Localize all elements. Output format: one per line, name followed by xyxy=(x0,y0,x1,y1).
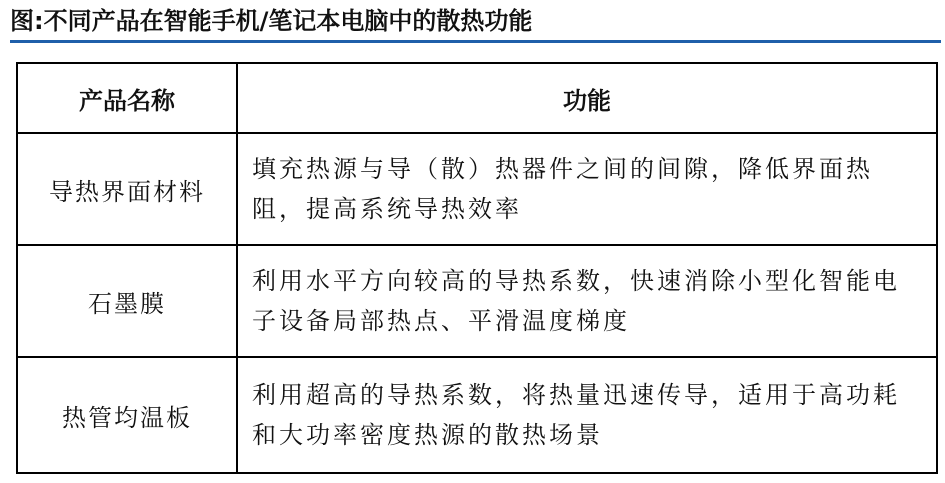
table-row xyxy=(17,357,937,473)
table-row xyxy=(17,245,937,357)
title-underline xyxy=(10,40,941,43)
function-cell: 利用水平方向较高的导热系数，快速消除小型化智能电子设备局部热点、平滑温度梯度 xyxy=(237,245,937,357)
header-function: 功能 xyxy=(237,63,937,133)
header-product-name: 产品名称 xyxy=(17,63,237,133)
product-name-cell: 热管均温板 xyxy=(17,357,237,473)
function-cell: 填充热源与导（散）热器件之间的间隙，降低界面热阻，提高系统导热效率 xyxy=(237,133,937,245)
product-function-table xyxy=(16,62,938,474)
table-row xyxy=(17,133,937,245)
function-cell: 利用超高的导热系数，将热量迅速传导，适用于高功耗和大功率密度热源的散热场景 xyxy=(237,357,937,473)
table-header-row xyxy=(17,63,937,133)
product-name-cell: 石墨膜 xyxy=(17,245,237,357)
product-name-cell: 导热界面材料 xyxy=(17,133,237,245)
figure-title: 图:不同产品在智能手机/笔记本电脑中的散热功能 xyxy=(10,7,533,35)
